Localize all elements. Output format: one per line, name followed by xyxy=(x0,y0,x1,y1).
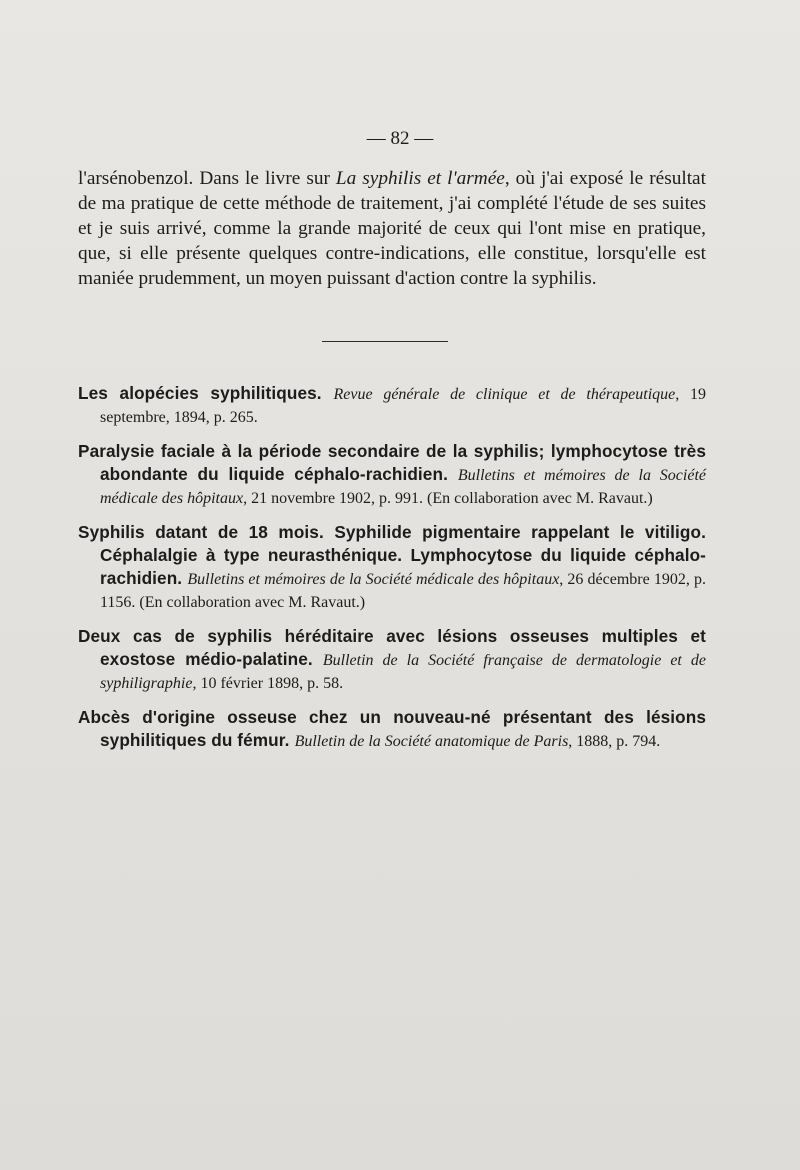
entry-title: Abcès d'origine osseuse chez un nouveau-né présentant des lésions syphilitiques du fémur. xyxy=(78,707,706,750)
entry-details: , 21 novembre 1902, p. 991. (En collaboration avec M. Ravaut.) xyxy=(243,490,653,507)
entry-details: , 1888, p. 794. xyxy=(568,733,661,750)
bibliography-list xyxy=(78,382,706,764)
entry-title: Paralysie faciale à la période secondaire de la syphilis; lymphocytose très abondante du liquide céphalo-rachidien. xyxy=(78,441,706,484)
bibliography-entry xyxy=(78,625,706,695)
bibliography-entry xyxy=(78,521,706,614)
bibliography-entry xyxy=(78,706,706,753)
intro-text-start: l'arsénobenzol. Dans le livre sur xyxy=(78,168,336,189)
entry-journal: Revue générale de clinique et de thérapeutique xyxy=(333,386,676,403)
entry-journal: Bulletins et mémoires de la Société médicale des hôpitaux xyxy=(187,571,560,588)
section-divider xyxy=(322,341,448,342)
entry-details: , 10 février 1898, p. 58. xyxy=(192,675,344,692)
entry-journal: Bulletins et mémoires de la Société médicale des hôpitaux xyxy=(100,467,707,507)
entry-title: Deux cas de syphilis héréditaire avec lésions osseuses multiples et exostose médio-palatine. xyxy=(78,626,706,669)
entry-details: , 26 décembre 1902, p. 1156. (En collaboration avec M. Ravaut.) xyxy=(100,571,706,611)
entry-title: Les alopécies syphilitiques. xyxy=(78,383,322,403)
entry-journal: Bulletin de la Société française de dermatologie et de syphiligraphie xyxy=(100,652,706,692)
entry-journal: Bulletin de la Société anatomique de Paris xyxy=(294,733,569,750)
intro-paragraph xyxy=(78,166,706,291)
entry-details: , 19 septembre, 1894, p. 265. xyxy=(100,386,707,426)
page-number: — 82 — xyxy=(366,128,434,149)
entry-title: Syphilis datant de 18 mois. Syphilide pigmentaire rappelant le vitiligo. Céphalalgie à type neurasthénique. Lymphocytose du liquide céphalo-rachidien. xyxy=(78,522,706,588)
book-title: La syphilis et l'armée xyxy=(335,168,505,189)
intro-text-end: , où j'ai exposé le résultat de ma pratique de cette méthode de traitement, j'ai complété l'étude de ses suites et je suis arrivé, comme la grande majorité de ceux qui l'ont mise en pratique, que, si elle présente quelques contre-indications, elle constitue, lorsqu'elle est maniée prudemment, un moyen puissant d'action contre la syphilis. xyxy=(78,168,706,289)
bibliography-entry xyxy=(78,440,706,510)
bibliography-entry xyxy=(78,382,706,429)
